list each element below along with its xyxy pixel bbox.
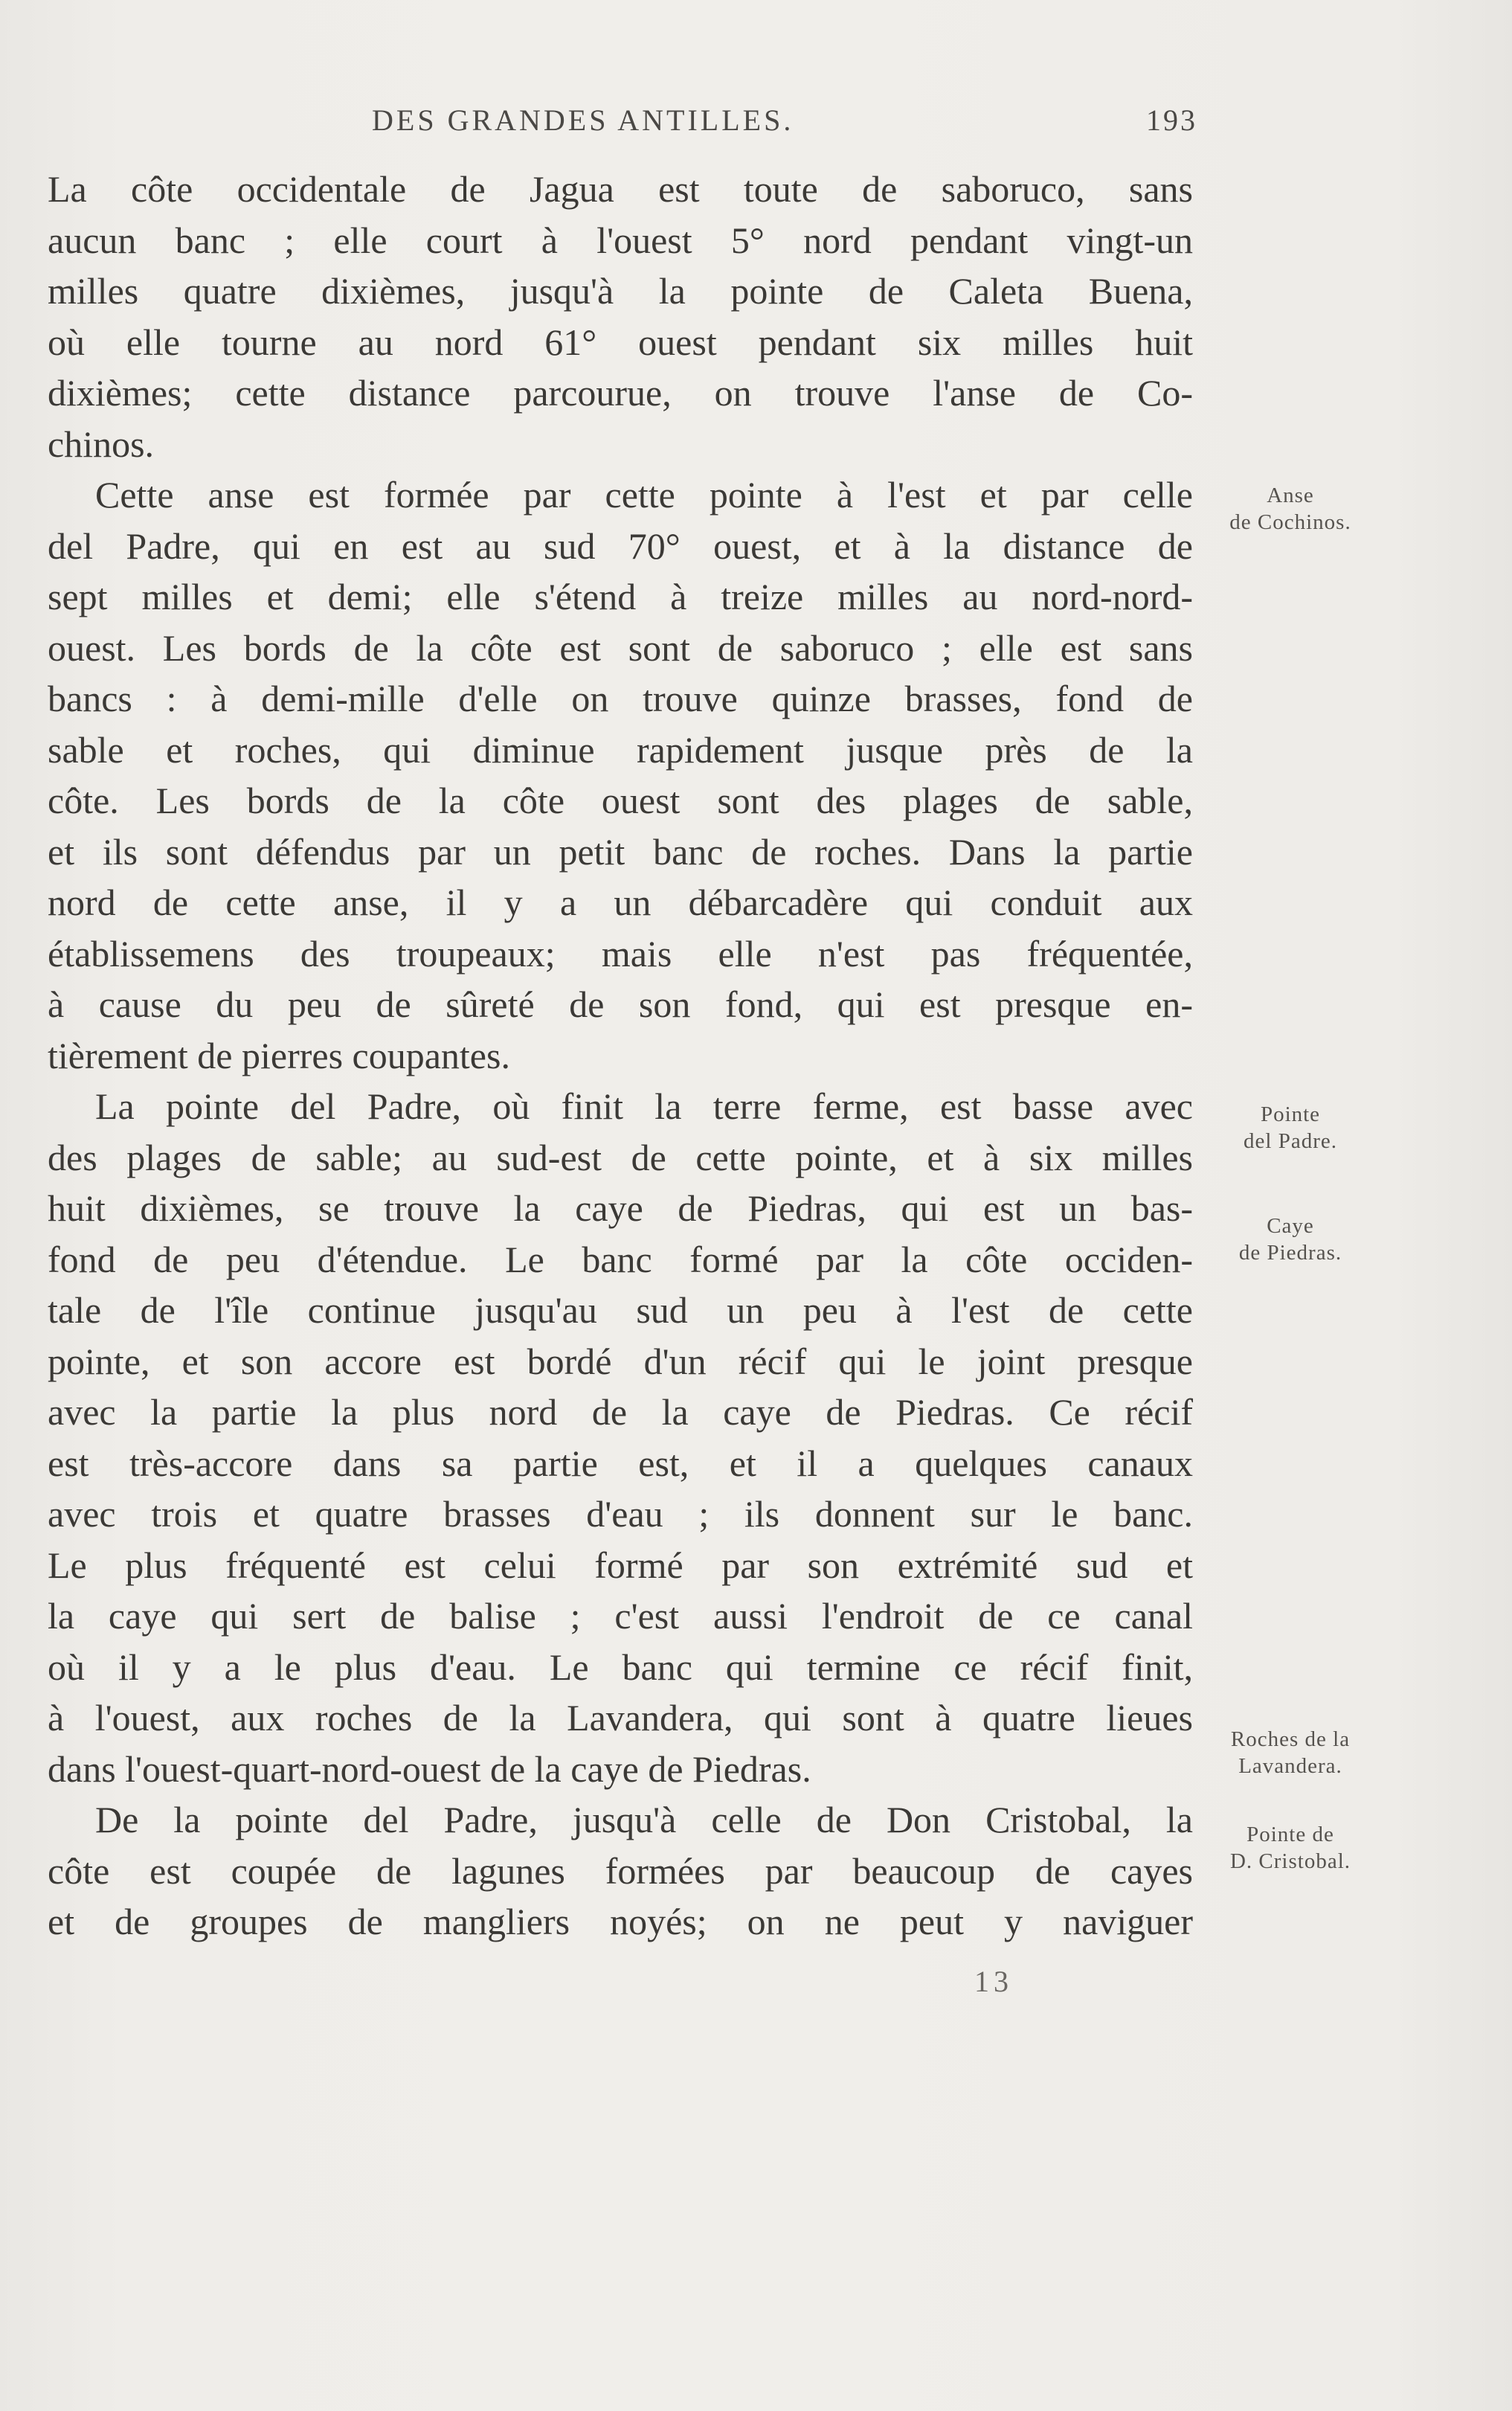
text-line: milles quatre dixièmes, jusqu'à la pointe de Caleta Buena, [48,270,1193,312]
text-line: sept milles et demi; elle s'étend à treize milles au nord-nord- [48,576,1193,617]
signature-mark: 13 [974,1965,1013,1998]
running-title: DES GRANDES ANTILLES. [372,103,794,137]
text-line: avec la partie la plus nord de la caye de Piedras. Ce récif [48,1391,1193,1433]
margin-note-caye-de-piedras: Caye de Piedras. [1238,1214,1342,1265]
text-line: des plages de sable; au sud-est de cette pointe, et à six milles [48,1136,1193,1178]
text-line: côte. Les bords de la côte ouest sont des plages de sable, [48,780,1193,821]
text-line: avec trois et quatre brasses d'eau ; ils donnent sur le banc. [48,1493,1193,1535]
running-head [350,103,1197,147]
text-line: bancs : à demi-mille d'elle on trouve quinze brasses, fond de [48,678,1193,719]
text-line: Cette anse est formée par cette pointe à l'est et par celle [95,474,1193,516]
text-line: sable et roches, qui diminue rapidement jusque près de la [48,728,1193,771]
margin-note-pointe-cristobal: Pointe de D. Cristobal. [1229,1823,1351,1873]
text-line: la caye qui sert de balise ; c'est aussi l'endroit de ce canal [48,1595,1193,1637]
text-line: dixièmes; cette distance parcourue, on trouve l'anse de Co- [48,372,1193,414]
text-line: fond de peu d'étendue. Le banc formé par la côte occiden- [48,1238,1193,1280]
text-line: et ils sont défendus par un petit banc de roches. Dans la partie [48,830,1193,873]
text-line: nord de cette anse, il y a un débarcadère qui conduit aux [48,882,1193,923]
text-line: aucun banc ; elle court à l'ouest 5° nord pendant vingt-un [48,219,1193,261]
body-text [48,164,1193,1948]
text-line: dans l'ouest-quart-nord-ouest de la caye de Piedras. [48,1747,811,1790]
text-line: ouest. Les bords de la côte est sont de saboruco ; elle est sans [48,626,1193,669]
text-line: est très-accore dans sa partie est, et il a quelques canaux [48,1442,1193,1484]
text-line: établissemens des troupeaux; mais elle n'est pas fréquentée, [48,932,1193,975]
text-line: à l'ouest, aux roches de la Lavandera, qui sont à quatre lieues [48,1697,1193,1739]
text-line: huit dixièmes, se trouve la caye de Piedras, qui est un bas- [48,1187,1193,1229]
text-line: pointe, et son accore est bordé d'un récif qui le joint presque [48,1340,1193,1382]
text-line: tièrement de pierres coupantes. [48,1034,510,1076]
text-line: à cause du peu de sûreté de son fond, qui est presque en- [48,983,1193,1025]
text-line: La pointe del Padre, où finit la terre ferme, est basse avec [95,1085,1193,1127]
text-line: La côte occidentale de Jagua est toute de saboruco, sans [48,168,1193,210]
text-line: où elle tourne au nord 61° ouest pendant six milles huit [48,321,1193,363]
text-line: où il y a le plus d'eau. Le banc qui termine ce récif finit, [48,1646,1193,1688]
page-number: 193 [1146,103,1197,137]
text-line: côte est coupée de lagunes formées par beaucoup de cayes [48,1849,1193,1892]
text-line: chinos. [48,423,155,465]
margin-note-anse-cochinos: Anse de Cochinos. [1229,484,1351,534]
text-line: Le plus fréquenté est celui formé par son extrémité sud et [48,1544,1193,1586]
text-line: De la pointe del Padre, jusqu'à celle de Don Cristobal, la [95,1799,1193,1840]
margin-note-roches-lavandera: Roches de la Lavandera. [1230,1727,1351,1778]
margin-note-pointe-del-padre: Pointe del Padre. [1244,1102,1337,1153]
text-line: del Padre, qui en est au sud 70° ouest, et à la distance de [48,524,1193,567]
text-line: et de groupes de mangliers noyés; on ne peut y naviguer [48,1901,1193,1942]
text-line: tale de l'île continue jusqu'au sud un peu à l'est de cette [48,1289,1193,1331]
